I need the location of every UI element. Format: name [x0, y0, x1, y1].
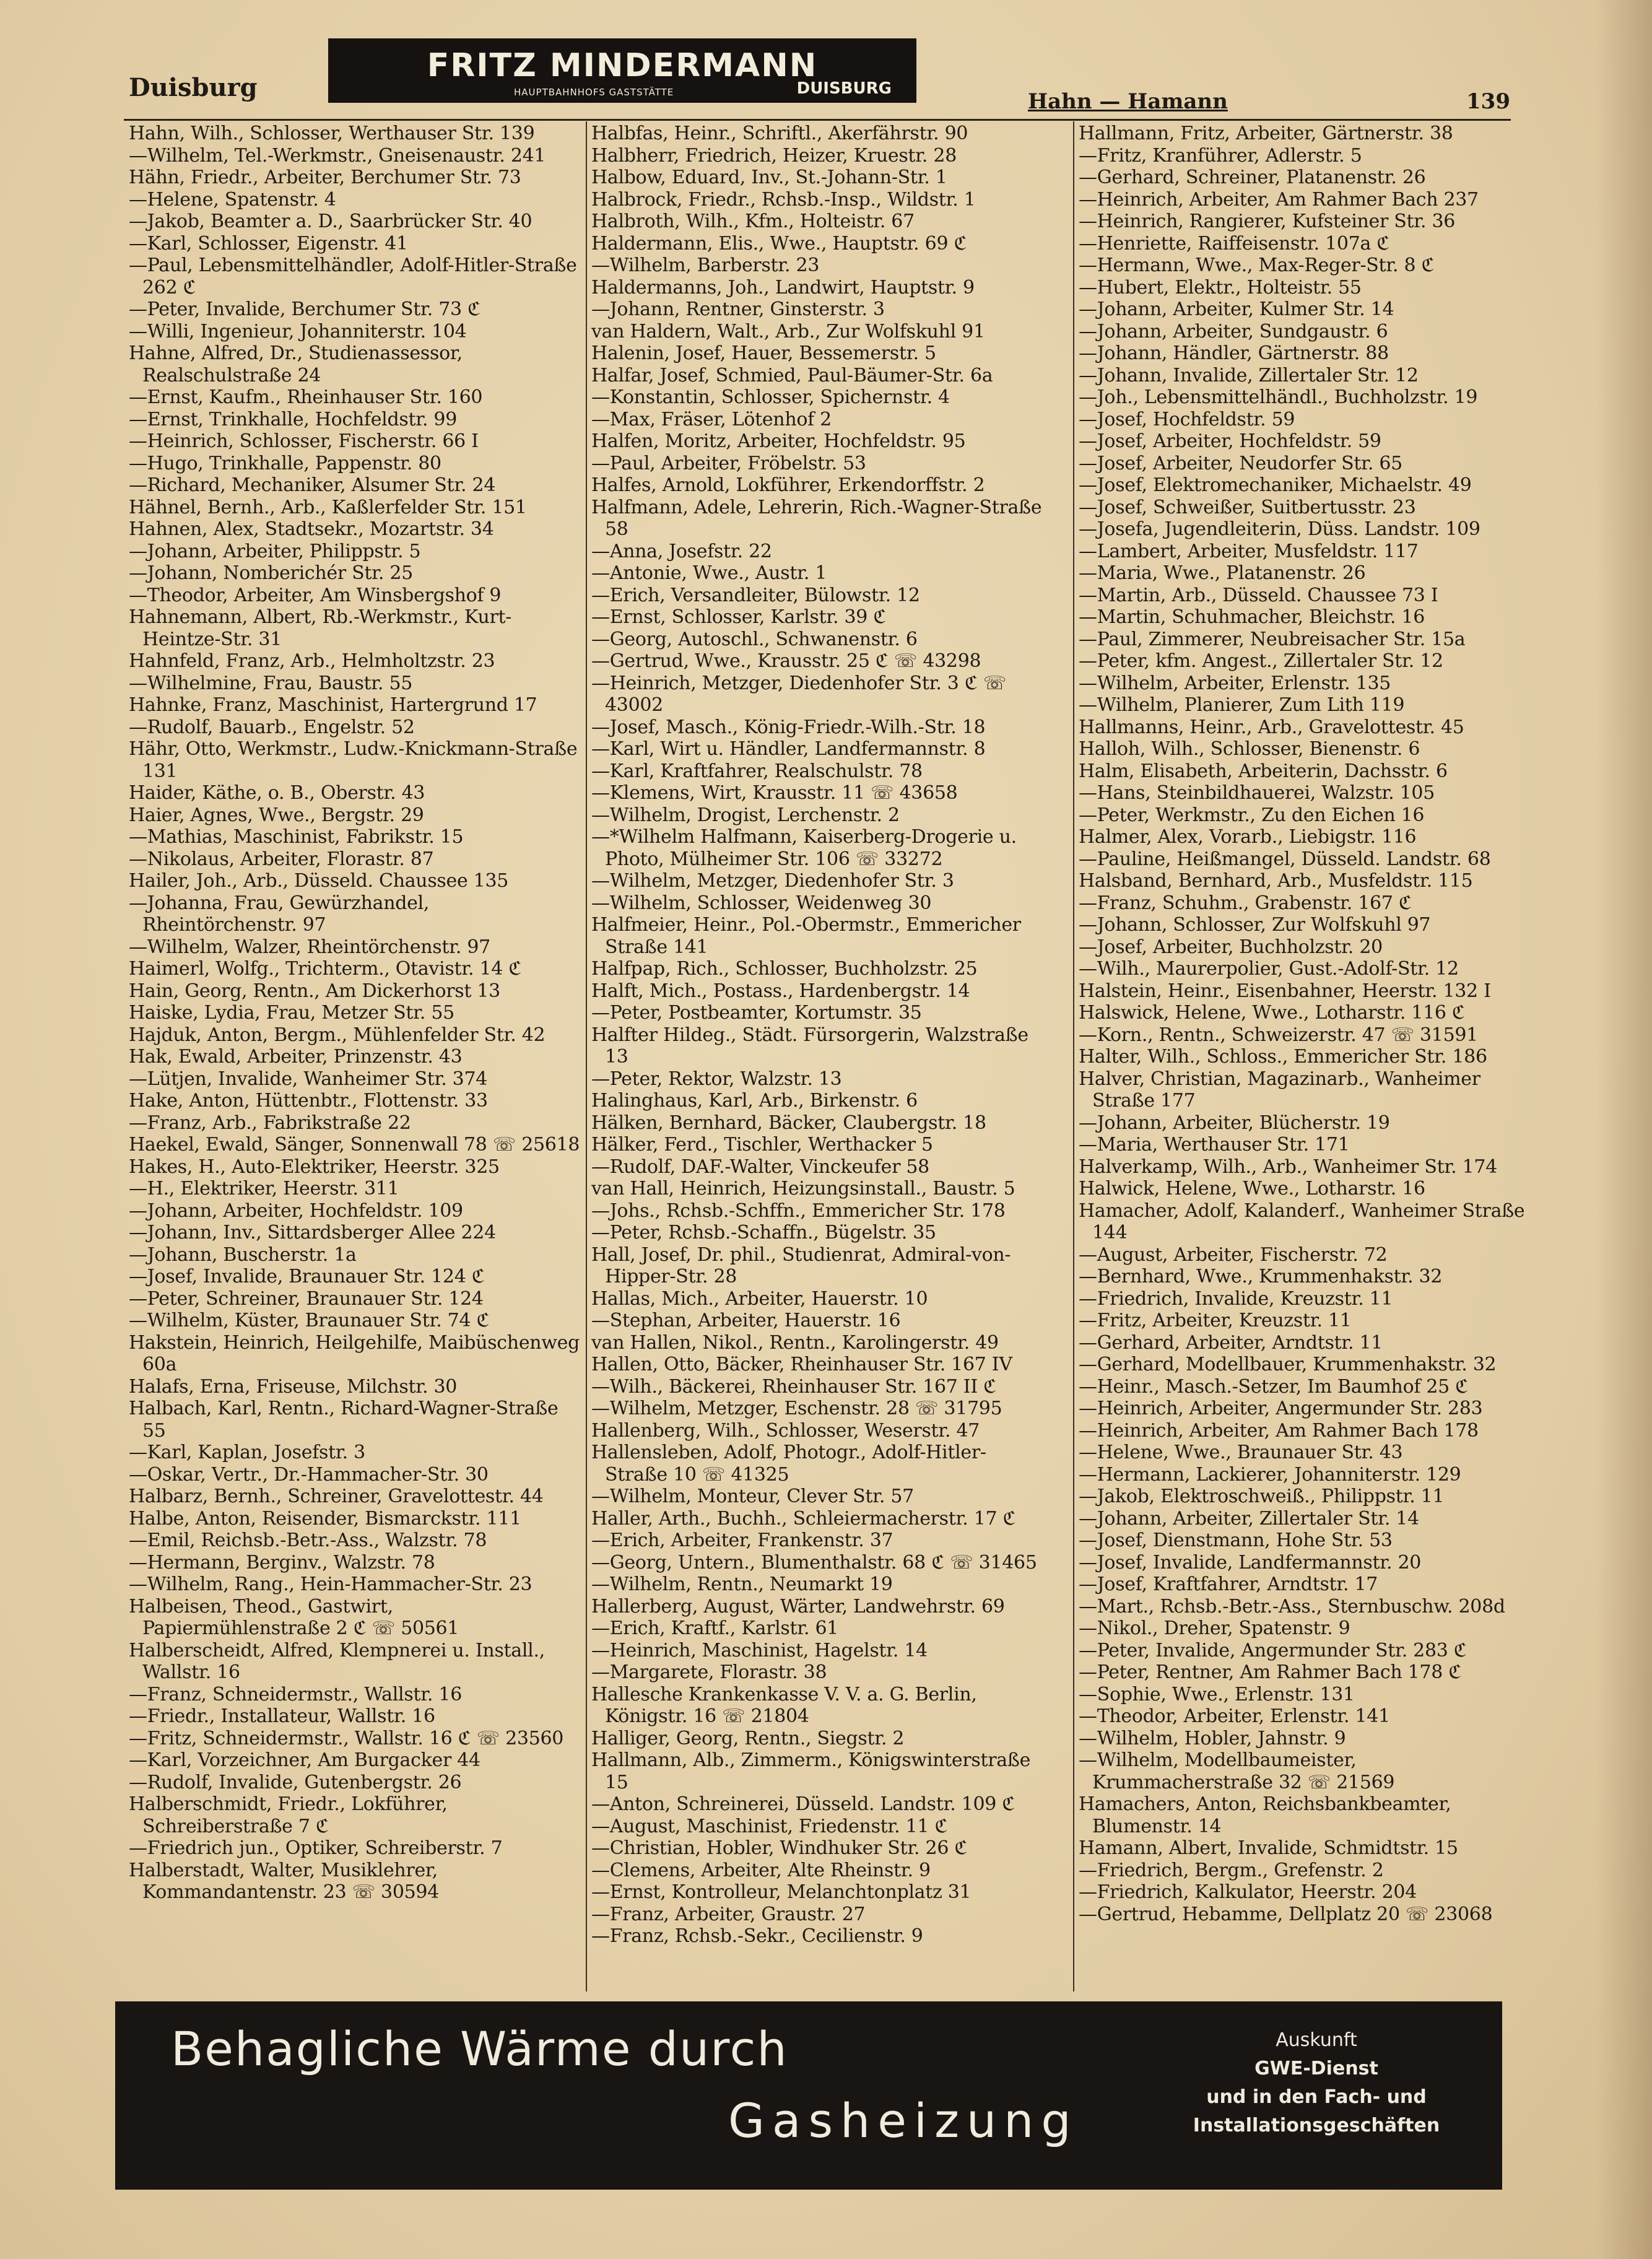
directory-entry: —Heinrich, Arbeiter, Am Rahmer Bach 178	[1079, 1419, 1479, 1442]
directory-entry: —Hans, Steinbildhauerei, Walzstr. 105	[1079, 782, 1435, 804]
directory-entry: —Ernst, Schlosser, Karlstr. 39 ℭ	[591, 606, 887, 628]
directory-entry: —Korn., Rentn., Schweizerstr. 47 ☏ 31591	[1079, 1024, 1478, 1046]
directory-entry: Hallensleben, Adolf, Photogr., Adolf-Hitler-Straße 10 ☏ 41325	[591, 1442, 986, 1486]
directory-entry: —Ernst, Trinkhalle, Hochfeldstr. 99	[129, 408, 457, 430]
directory-entry: —Sophie, Wwe., Erlenstr. 131	[1079, 1683, 1355, 1705]
directory-entry: Halafs, Erna, Friseuse, Milchstr. 30	[129, 1375, 458, 1398]
ad-slogan-line-2: Gasheizung	[728, 2093, 1079, 2148]
directory-entry: —Fritz, Kranführer, Adlerstr. 5	[1079, 144, 1362, 167]
directory-entry: —Franz, Rchsb.-Sekr., Cecilienstr. 9	[591, 1925, 923, 1947]
directory-entry: —Peter, Invalide, Angermunder Str. 283 ℭ	[1079, 1639, 1467, 1661]
directory-entry: —Johann, Arbeiter, Sundgaustr. 6	[1079, 320, 1388, 342]
directory-column-1	[129, 123, 581, 1904]
directory-column-3	[1079, 123, 1531, 1925]
directory-entry: Hahnemann, Albert, Rb.-Werkmstr., Kurt-Heintze-Str. 31	[129, 606, 512, 650]
directory-entry: van Hall, Heinrich, Heizungsinstall., Baustr. 5	[591, 1178, 1015, 1199]
directory-entry: —Lambert, Arbeiter, Musfeldstr. 117	[1079, 540, 1419, 562]
directory-entry: —Georg, Autoschl., Schwanenstr. 6	[591, 628, 918, 650]
directory-entry: —Erich, Versandleiter, Bülowstr. 12	[591, 584, 920, 606]
directory-entry: Halmer, Alex, Vorarb., Liebigstr. 116	[1079, 826, 1417, 848]
directory-entry: Hahnfeld, Franz, Arb., Helmholtzstr. 23	[129, 650, 495, 672]
directory-entry: —Peter, Invalide, Berchumer Str. 73 ℭ	[129, 298, 480, 320]
directory-entry: —Franz, Schuhm., Grabenstr. 167 ℭ	[1079, 892, 1412, 914]
directory-entry: van Hallen, Nikol., Rentn., Karolingerstr. 49	[591, 1331, 999, 1354]
directory-entry: —Peter, Werkmstr., Zu den Eichen 16	[1079, 804, 1425, 826]
directory-entry: —Rudolf, Invalide, Gutenbergstr. 26	[129, 1771, 462, 1793]
directory-entry: —Johann, Arbeiter, Blücherstr. 19	[1079, 1112, 1390, 1134]
directory-entry: Halbarz, Bernh., Schreiner, Gravelottestr. 44	[129, 1486, 544, 1507]
directory-entry: —Peter, Schreiner, Braunauer Str. 124	[129, 1287, 484, 1310]
directory-entry: —Johann, Arbeiter, Kulmer Str. 14	[1079, 298, 1394, 320]
directory-entry: —Peter, Postbeamter, Kortumstr. 35	[591, 1002, 922, 1024]
directory-entry: Halenin, Josef, Hauer, Bessemerstr. 5	[591, 342, 936, 364]
directory-entry: —Johann, Arbeiter, Philippstr. 5	[129, 540, 421, 562]
directory-entry: —Josef, Dienstmann, Hohe Str. 53	[1079, 1530, 1393, 1551]
directory-entry: Halbach, Karl, Rentn., Richard-Wagner-Straße 55	[129, 1398, 559, 1442]
directory-entry: —Heinrich, Arbeiter, Am Rahmer Bach 237	[1079, 188, 1479, 211]
directory-entry: —Hermann, Berginv., Walzstr. 78	[129, 1551, 435, 1573]
directory-entry: —Heinrich, Rangierer, Kufsteiner Str. 36	[1079, 211, 1456, 232]
directory-entry: Halbe, Anton, Reisender, Bismarckstr. 111	[129, 1507, 521, 1530]
directory-entry: Hailer, Joh., Arb., Düsseld. Chaussee 135	[129, 870, 509, 892]
directory-entry: —Mathias, Maschinist, Fabrikstr. 15	[129, 826, 464, 848]
directory-entry: —Antonie, Wwe., Austr. 1	[591, 562, 827, 584]
directory-entry: Hake, Anton, Hüttenbtr., Flottenstr. 33	[129, 1090, 488, 1112]
directory-entry: —Hermann, Wwe., Max-Reger-Str. 8 ℭ	[1079, 255, 1435, 276]
directory-entry: —Wilhelm, Drogist, Lerchenstr. 2	[591, 804, 900, 826]
directory-entry: —Theodor, Arbeiter, Am Winsbergshof 9	[129, 584, 502, 606]
directory-entry: —Johanna, Frau, Gewürzhandel, Rheintörchenstr. 97	[129, 892, 430, 936]
directory-entry: —Ernst, Kaufm., Rheinhauser Str. 160	[129, 386, 483, 408]
directory-entry: —Josef, Arbeiter, Neudorfer Str. 65	[1079, 452, 1402, 474]
ad-contact-info	[1155, 2026, 1477, 2140]
directory-entry: Hamacher, Adolf, Kalanderf., Wanheimer Straße 144	[1079, 1199, 1525, 1243]
directory-entry: —Helene, Wwe., Braunauer Str. 43	[1079, 1442, 1403, 1463]
running-head-range: Hahn — Hamann	[1028, 89, 1228, 114]
directory-entry: —Jakob, Elektroschweiß., Philippstr. 11	[1079, 1486, 1445, 1507]
directory-entry: —Heinrich, Maschinist, Hagelstr. 14	[591, 1639, 928, 1661]
directory-entry: —Wilhelm, Tel.-Werkmstr., Gneisenaustr. 241	[129, 144, 546, 167]
directory-entry: —Josef, Invalide, Landfermannstr. 20	[1079, 1551, 1422, 1573]
header-rule	[124, 119, 1511, 121]
directory-entry: —Fritz, Arbeiter, Kreuzstr. 11	[1079, 1310, 1352, 1331]
directory-entry: —Erich, Kraftf., Karlstr. 61	[591, 1617, 839, 1639]
directory-entry: Hallas, Mich., Arbeiter, Hauerstr. 10	[591, 1287, 928, 1310]
directory-entry: Hähr, Otto, Werkmstr., Ludw.-Knickmann-Straße 131	[129, 738, 578, 782]
directory-entry: —Wilh., Maurerpolier, Gust.-Adolf-Str. 12	[1079, 958, 1459, 980]
directory-entry: Halinghaus, Karl, Arb., Birkenstr. 6	[591, 1090, 918, 1112]
directory-entry: Haider, Käthe, o. B., Oberstr. 43	[129, 782, 425, 804]
directory-entry: —Franz, Arb., Fabrikstraße 22	[129, 1112, 411, 1134]
directory-entry: —Heinrich, Metzger, Diedenhofer Str. 3 ℭ ☏ 43002	[591, 672, 1007, 716]
directory-entry: —Heinrich, Arbeiter, Angermunder Str. 283	[1079, 1398, 1483, 1419]
directory-entry: —Wilhelm, Planierer, Zum Lith 119	[1079, 694, 1405, 716]
directory-entry: —Josef, Elektromechaniker, Michaelstr. 49	[1079, 474, 1472, 496]
directory-entry: —Lütjen, Invalide, Wanheimer Str. 374	[129, 1068, 488, 1090]
directory-entry: Halfter Hildeg., Städt. Fürsorgerin, Walzstraße 13	[591, 1024, 1028, 1068]
column-divider	[1073, 121, 1074, 1991]
directory-entry: —Karl, Schlosser, Eigenstr. 41	[129, 232, 408, 255]
directory-entry: —Franz, Schneidermstr., Wallstr. 16	[129, 1683, 462, 1705]
directory-entry: —Maria, Wwe., Platanenstr. 26	[1079, 562, 1366, 584]
directory-entry: Hahnen, Alex, Stadtsekr., Mozartstr. 34	[129, 518, 494, 540]
directory-entry: —Georg, Untern., Blumenthalstr. 68 ℭ ☏ 31465	[591, 1551, 1037, 1573]
directory-entry: —Gerhard, Modellbauer, Krummenhakstr. 32	[1079, 1354, 1497, 1375]
directory-entry: —Hermann, Lackierer, Johanniterstr. 129	[1079, 1463, 1461, 1486]
directory-entry: Halfes, Arnold, Lokführer, Erkendorffstr. 2	[591, 474, 985, 496]
directory-entry: —Mart., Rchsb.-Betr.-Ass., Sternbuschw. 208d	[1079, 1595, 1505, 1617]
directory-entry: —Fritz, Schneidermstr., Wallstr. 16 ℭ ☏ 23560	[129, 1727, 564, 1749]
directory-entry: —Karl, Kaplan, Josefstr. 3	[129, 1442, 365, 1463]
directory-entry: —Henriette, Raiffeisenstr. 107a ℭ	[1079, 232, 1390, 255]
directory-entry: Halliger, Georg, Rentn., Siegstr. 2	[591, 1727, 905, 1749]
directory-entry: —Nikolaus, Arbeiter, Florastr. 87	[129, 848, 434, 870]
directory-entry: —Richard, Mechaniker, Alsumer Str. 24	[129, 474, 496, 496]
directory-entry: Hallen, Otto, Bäcker, Rheinhauser Str. 167 IV	[591, 1354, 1012, 1375]
directory-entry: —Jakob, Beamter a. D., Saarbrücker Str. 40	[129, 211, 533, 232]
directory-entry: Halfmeier, Heinr., Pol.-Obermstr., Emmericher Straße 141	[591, 914, 1021, 958]
directory-entry: —Stephan, Arbeiter, Hauerstr. 16	[591, 1310, 901, 1331]
directory-entry: —Karl, Wirt u. Händler, Landfermannstr. 8	[591, 738, 986, 760]
directory-entry: Halstein, Heinr., Eisenbahner, Heerstr. 132 I	[1079, 980, 1491, 1002]
directory-entry: —Josefa, Jugendleiterin, Düss. Landstr. 109	[1079, 518, 1480, 540]
directory-entry: —Wilhelmine, Frau, Baustr. 55	[129, 672, 413, 694]
directory-entry: —Rudolf, Bauarb., Engelstr. 52	[129, 716, 415, 738]
directory-entry: Halfar, Josef, Schmied, Paul-Bäumer-Str. 6a	[591, 364, 993, 386]
directory-entry: Haldermann, Elis., Wwe., Hauptstr. 69 ℭ	[591, 232, 967, 255]
directory-entry: —Oskar, Vertr., Dr.-Hammacher-Str. 30	[129, 1463, 489, 1486]
directory-entry: —Peter, Rchsb.-Schaffn., Bügelstr. 35	[591, 1222, 936, 1243]
directory-entry: —Gerhard, Arbeiter, Arndtstr. 11	[1079, 1331, 1383, 1354]
running-head-city: Duisburg	[129, 73, 258, 102]
directory-entry: Hallenberg, Wilh., Schlosser, Weserstr. 47	[591, 1419, 980, 1442]
directory-entry: —Wilhelm, Modellbaumeister, Krummacherstraße 32 ☏ 21569	[1079, 1749, 1395, 1793]
directory-entry: —Johann, Händler, Gärtnerstr. 88	[1079, 342, 1389, 364]
directory-entry: —Max, Fräser, Lötenhof 2	[591, 408, 832, 430]
directory-entry: Hälken, Bernhard, Bäcker, Claubergstr. 18	[591, 1112, 986, 1134]
ad-info-line: und in den Fach- und	[1206, 2086, 1427, 2108]
directory-entry: Hallesche Krankenkasse V. V. a. G. Berlin, Königstr. 16 ☏ 21804	[591, 1683, 977, 1727]
directory-entry: Haier, Agnes, Wwe., Bergstr. 29	[129, 804, 424, 826]
directory-entry: Halbfas, Heinr., Schriftl., Akerfährstr. 90	[591, 123, 968, 144]
directory-entry: Halberstadt, Walter, Musiklehrer, Kommandantenstr. 23 ☏ 30594	[129, 1859, 439, 1903]
directory-entry: —Wilhelm, Metzger, Diedenhofer Str. 3	[591, 870, 954, 892]
directory-entry: Halver, Christian, Magazinarb., Wanheimer Straße 177	[1079, 1068, 1480, 1112]
directory-entry: —Josef, Kraftfahrer, Arndtstr. 17	[1079, 1573, 1378, 1595]
directory-entry: —Paul, Lebensmittelhändler, Adolf-Hitler-Straße 262 ℭ	[129, 255, 577, 298]
directory-entry: —Heinrich, Schlosser, Fischerstr. 66 I	[129, 430, 479, 452]
directory-entry: —Hugo, Trinkhalle, Pappenstr. 80	[129, 452, 441, 474]
directory-entry: —Johann, Arbeiter, Zillertaler Str. 14	[1079, 1507, 1419, 1530]
directory-entry: Hakes, H., Auto-Elektriker, Heerstr. 325	[129, 1156, 500, 1178]
directory-entry: —Christian, Hobler, Windhuker Str. 26 ℭ	[591, 1837, 968, 1859]
directory-entry: —Wilhelm, Küster, Braunauer Str. 74 ℭ	[129, 1310, 490, 1331]
directory-entry: Hallmann, Fritz, Arbeiter, Gärtnerstr. 38	[1079, 123, 1453, 144]
directory-entry: Halbrock, Friedr., Rchsb.-Insp., Wildstr. 1	[591, 188, 976, 211]
directory-entry: Hälker, Ferd., Tischler, Werthacker 5	[591, 1134, 933, 1156]
directory-entry: —Karl, Vorzeichner, Am Burgacker 44	[129, 1749, 480, 1771]
header-advertisement-banner	[328, 38, 916, 103]
banner-business-name: FRITZ MINDERMANN	[427, 47, 818, 84]
directory-entry: —Johann, Rentner, Ginsterstr. 3	[591, 298, 885, 320]
directory-entry: Halfpap, Rich., Schlosser, Buchholzstr. 25	[591, 958, 978, 980]
directory-entry: —Martin, Arb., Düsseld. Chaussee 73 I	[1079, 584, 1438, 606]
ad-info-line: Auskunft	[1276, 2029, 1357, 2051]
directory-entry: Halwick, Helene, Wwe., Lotharstr. 16	[1079, 1178, 1425, 1199]
directory-entry: Hahn, Wilh., Schlosser, Werthauser Str. 139	[129, 123, 535, 144]
directory-entry: —Wilhelm, Monteur, Clever Str. 57	[591, 1486, 914, 1507]
directory-entry: —Martin, Schuhmacher, Bleichstr. 16	[1079, 606, 1425, 628]
directory-entry: Hajduk, Anton, Bergm., Mühlenfelder Str. 42	[129, 1024, 546, 1046]
directory-entry: Hallmann, Alb., Zimmerm., Königswinterstraße 15	[591, 1749, 1031, 1793]
directory-entry: Haller, Arth., Buchh., Schleiermacherstr. 17 ℭ	[591, 1507, 1016, 1530]
directory-entry: —Johann, Buscherstr. 1a	[129, 1243, 357, 1266]
directory-entry: —Anna, Josefstr. 22	[591, 540, 772, 562]
banner-subtitle: HAUPTBAHNHOFS GASTSTÄTTE	[514, 87, 674, 98]
directory-entry: —Franz, Arbeiter, Graustr. 27	[591, 1903, 866, 1925]
directory-entry: —Heinr., Masch.-Setzer, Im Baumhof 25 ℭ	[1079, 1375, 1468, 1398]
directory-entry: —Rudolf, DAF.-Walter, Vinckeufer 58	[591, 1156, 929, 1178]
directory-entry: Halloh, Wilh., Schlosser, Bienenstr. 6	[1079, 738, 1420, 760]
directory-entry: —Helene, Spatenstr. 4	[129, 188, 336, 211]
directory-entry: Halter, Wilh., Schloss., Emmericher Str. 186	[1079, 1046, 1487, 1068]
directory-entry: —Josef, Invalide, Braunauer Str. 124 ℭ	[129, 1266, 485, 1287]
directory-entry: —Peter, Rentner, Am Rahmer Bach 178 ℭ	[1079, 1661, 1462, 1683]
directory-entry: —Karl, Kraftfahrer, Realschulstr. 78	[591, 760, 923, 782]
directory-entry: —Friedrich, Bergm., Grefenstr. 2	[1079, 1859, 1384, 1881]
directory-entry: —Josef, Masch., König-Friedr.-Wilh.-Str. 18	[591, 716, 986, 738]
directory-entry: Halbow, Eduard, Inv., St.-Johann-Str. 1	[591, 167, 947, 188]
directory-entry: —Konstantin, Schlosser, Spichernstr. 4	[591, 386, 950, 408]
directory-entry: —August, Maschinist, Friedenstr. 11 ℭ	[591, 1815, 948, 1837]
directory-entry: Halberscheidt, Alfred, Klempnerei u. Install., Wallstr. 16	[129, 1639, 545, 1683]
directory-entry: Hähn, Friedr., Arbeiter, Berchumer Str. 73	[129, 167, 521, 188]
directory-entry: Haiske, Lydia, Frau, Metzer Str. 55	[129, 1002, 454, 1024]
directory-entry: —Wilhelm, Rentn., Neumarkt 19	[591, 1573, 893, 1595]
directory-entry: —Joh., Lebensmittelhändl., Buchholzstr. 19	[1079, 386, 1478, 408]
directory-entry: Halverkamp, Wilh., Arb., Wanheimer Str. 174	[1079, 1156, 1497, 1178]
directory-entry: —Josef, Schweißer, Suitbertusstr. 23	[1079, 496, 1416, 518]
directory-entry: —Wilh., Bäckerei, Rheinhauser Str. 167 II ℭ	[591, 1375, 996, 1398]
directory-entry: —Gerhard, Schreiner, Platanenstr. 26	[1079, 167, 1426, 188]
directory-entry: Haimerl, Wolfg., Trichterm., Otavistr. 14 ℭ	[129, 958, 522, 980]
directory-entry: —Wilhelm, Hobler, Jahnstr. 9	[1079, 1727, 1346, 1749]
directory-entry: —Friedrich, Kalkulator, Heerstr. 204	[1079, 1881, 1417, 1903]
ad-info-line: Installationsgeschäften	[1193, 2115, 1440, 2136]
directory-entry: —Wilhelm, Arbeiter, Erlenstr. 135	[1079, 672, 1391, 694]
directory-entry: —Johann, Nomberichér Str. 25	[129, 562, 413, 584]
directory-entry: Halberschmidt, Friedr., Lokführer, Schreiberstraße 7 ℭ	[129, 1793, 448, 1837]
directory-entry: —Peter, kfm. Angest., Zillertaler Str. 12	[1079, 650, 1443, 672]
directory-entry: Halfmann, Adele, Lehrerin, Rich.-Wagner-Straße 58	[591, 496, 1042, 540]
directory-entry: —Gertrud, Hebamme, Dellplatz 20 ☏ 23068	[1079, 1903, 1493, 1925]
directory-entry: —Anton, Schreinerei, Düsseld. Landstr. 109 ℭ	[591, 1793, 1015, 1815]
directory-entry: —Friedr., Installateur, Wallstr. 16	[129, 1705, 435, 1727]
directory-entry: —Wilhelm, Metzger, Eschenstr. 28 ☏ 31795	[591, 1398, 1002, 1419]
directory-entry: —Margarete, Florastr. 38	[591, 1661, 827, 1683]
column-divider	[586, 121, 587, 1991]
directory-entry: Hähnel, Bernh., Arb., Kaßlerfelder Str. 151	[129, 496, 527, 518]
directory-entry: —Hubert, Elektr., Holteistr. 55	[1079, 276, 1362, 298]
directory-entry: Hak, Ewald, Arbeiter, Prinzenstr. 43	[129, 1046, 463, 1068]
ad-info-line: GWE-Dienst	[1254, 2058, 1378, 2079]
directory-entry: —Josef, Arbeiter, Buchholzstr. 20	[1079, 936, 1383, 958]
directory-entry: Haekel, Ewald, Sänger, Sonnenwall 78 ☏ 25618	[129, 1134, 580, 1156]
directory-entry: —Nikol., Dreher, Spatenstr. 9	[1079, 1617, 1350, 1639]
directory-entry: Halft, Mich., Postass., Hardenbergstr. 14	[591, 980, 970, 1002]
directory-entry: —Johann, Schlosser, Zur Wolfskuhl 97	[1079, 914, 1431, 936]
directory-entry: —Friedrich, Invalide, Kreuzstr. 11	[1079, 1287, 1393, 1310]
directory-entry: —*Wilhelm Halfmann, Kaiserberg-Drogerie u. Photo, Mülheimer Str. 106 ☏ 33272	[591, 826, 1017, 870]
directory-entry: —Emil, Reichsb.-Betr.-Ass., Walzstr. 78	[129, 1530, 487, 1551]
directory-entry: —August, Arbeiter, Fischerstr. 72	[1079, 1243, 1388, 1266]
directory-entry: —Johann, Arbeiter, Hochfeldstr. 109	[129, 1199, 463, 1222]
directory-entry: Hallmanns, Heinr., Arb., Gravelottestr. 45	[1079, 716, 1464, 738]
directory-entry: Halfen, Moritz, Arbeiter, Hochfeldstr. 95	[591, 430, 966, 452]
directory-entry: —Maria, Werthauser Str. 171	[1079, 1134, 1350, 1156]
directory-entry: —Peter, Rektor, Walzstr. 13	[591, 1068, 842, 1090]
directory-entry: —Pauline, Heißmangel, Düsseld. Landstr. 68	[1079, 848, 1491, 870]
ad-slogan-line-1: Behagliche Wärme durch	[171, 2021, 788, 2076]
directory-entry: —Johann, Inv., Sittardsberger Allee 224	[129, 1222, 496, 1243]
directory-entry: —Josef, Hochfeldstr. 59	[1079, 408, 1295, 430]
directory-entry: —Paul, Zimmerer, Neubreisacher Str. 15a	[1079, 628, 1466, 650]
directory-entry: —Klemens, Wirt, Krausstr. 11 ☏ 43658	[591, 782, 958, 804]
directory-entry: Hall, Josef, Dr. phil., Studienrat, Admiral-von-Hipper-Str. 28	[591, 1243, 1011, 1287]
directory-entry: Hamachers, Anton, Reichsbankbeamter, Blumenstr. 14	[1079, 1793, 1451, 1837]
footer-advertisement	[115, 2001, 1502, 2190]
directory-entry: —Josef, Arbeiter, Hochfeldstr. 59	[1079, 430, 1381, 452]
directory-entry: Halm, Elisabeth, Arbeiterin, Dachsstr. 6	[1079, 760, 1448, 782]
directory-entry: —Bernhard, Wwe., Krummenhakstr. 32	[1079, 1266, 1443, 1287]
directory-entry: Hain, Georg, Rentn., Am Dickerhorst 13	[129, 980, 500, 1002]
banner-city: DUISBURG	[796, 79, 892, 98]
directory-entry: —Wilhelm, Barberstr. 23	[591, 255, 820, 276]
directory-entry: —Friedrich jun., Optiker, Schreiberstr. 7	[129, 1837, 503, 1859]
directory-entry: Halswick, Helene, Wwe., Lotharstr. 116 ℭ	[1079, 1002, 1465, 1024]
directory-entry: —Erich, Arbeiter, Frankenstr. 37	[591, 1530, 893, 1551]
directory-entry: Halbeisen, Theod., Gastwirt, Papiermühlenstraße 2 ℭ ☏ 50561	[129, 1595, 459, 1639]
directory-entry: —Theodor, Arbeiter, Erlenstr. 141	[1079, 1705, 1390, 1727]
directory-entry: —Wilhelm, Schlosser, Weidenweg 30	[591, 892, 932, 914]
directory-entry: Hallerberg, August, Wärter, Landwehrstr. 69	[591, 1595, 1005, 1617]
directory-entry: Hamann, Albert, Invalide, Schmidtstr. 15	[1079, 1837, 1458, 1859]
directory-entry: —Wilhelm, Walzer, Rheintörchenstr. 97	[129, 936, 490, 958]
directory-entry: —Willi, Ingenieur, Johanniterstr. 104	[129, 320, 467, 342]
directory-entry: Hahnke, Franz, Maschinist, Hartergrund 17	[129, 694, 537, 716]
directory-entry: —Wilhelm, Rang., Hein-Hammacher-Str. 23	[129, 1573, 533, 1595]
directory-entry: Halsband, Bernhard, Arb., Musfeldstr. 115	[1079, 870, 1473, 892]
directory-entry: Hahne, Alfred, Dr., Studienassessor, Realschulstraße 24	[129, 342, 463, 386]
directory-entry: —Johs., Rchsb.-Schffn., Emmericher Str. 178	[591, 1199, 1006, 1222]
directory-entry: —Johann, Invalide, Zillertaler Str. 12	[1079, 364, 1419, 386]
directory-entry: Halbherr, Friedrich, Heizer, Kruestr. 28	[591, 144, 957, 167]
directory-column-2	[591, 123, 1043, 1948]
directory-entry: —Paul, Arbeiter, Fröbelstr. 53	[591, 452, 866, 474]
directory-entry: —Gertrud, Wwe., Krausstr. 25 ℭ ☏ 43298	[591, 650, 981, 672]
directory-entry: —H., Elektriker, Heerstr. 311	[129, 1178, 399, 1199]
directory-entry: —Clemens, Arbeiter, Alte Rheinstr. 9	[591, 1859, 931, 1881]
directory-entry: Hakstein, Heinrich, Heilgehilfe, Maibüschenweg 60a	[129, 1331, 580, 1375]
directory-entry: van Haldern, Walt., Arb., Zur Wolfskuhl 91	[591, 320, 985, 342]
directory-entry: —Ernst, Kontrolleur, Melanchtonplatz 31	[591, 1881, 972, 1903]
directory-entry: Haldermanns, Joh., Landwirt, Hauptstr. 9	[591, 276, 975, 298]
directory-entry: Halbroth, Wilh., Kfm., Holteistr. 67	[591, 211, 915, 232]
page-number: 139	[1466, 89, 1510, 114]
